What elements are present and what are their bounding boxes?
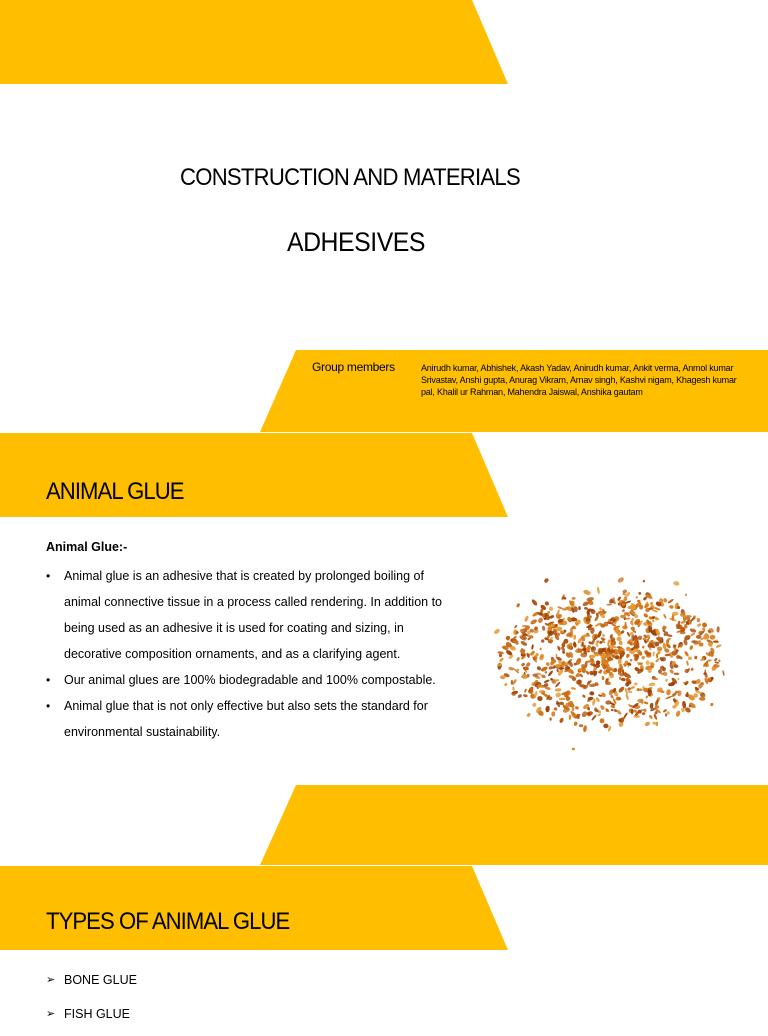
presentation-title: CONSTRUCTION AND MATERIALS	[180, 164, 520, 191]
group-members-names: Anirudh kumar, Abhishek, Akash Yadav, Anirudh kumar, Ankit verma, Anmol kumar Srivastav, Anshi gupta, Anurag Vikram, Arnav singh, Kashvi nigam, Khagesh kumar pal, Khalil ur Rahman, Mahendra Jaiswal, Anshika gautam	[421, 363, 737, 397]
section-subheading: Animal Glue:-	[46, 540, 128, 554]
footer-band-shape	[260, 785, 768, 865]
arrow-bullet-icon: ➢	[46, 1008, 56, 1020]
bullet-icon: •	[46, 673, 51, 687]
list-item: ➢ BONE GLUE	[46, 968, 137, 1002]
slide-title	[0, 0, 768, 432]
group-members-label: Group members	[312, 360, 395, 374]
list-item: • Animal glue that is not only effective but also sets the standard for environmental sustainability.	[46, 693, 451, 745]
list-item: • Animal glue is an adhesive that is created by prolonged boiling of animal connective tissue in a process called rendering. In addition to being used as an adhesive it is used for coating and sizing, in decorative composition ornaments, and as a clarifying agent.	[46, 563, 451, 667]
list-item: ➢ FISH GLUE	[46, 1002, 137, 1036]
slide-heading: TYPES OF ANIMAL GLUE	[46, 908, 290, 935]
top-banner-shape	[0, 0, 508, 84]
glue-types-list	[46, 968, 137, 1036]
bullet-list	[46, 563, 451, 745]
bullet-icon: •	[46, 569, 51, 583]
slide-heading: ANIMAL GLUE	[46, 478, 184, 505]
presentation-subtitle: ADHESIVES	[286, 227, 426, 257]
bullet-icon: •	[46, 699, 51, 713]
list-item: • Our animal glues are 100% biodegradable and 100% compostable.	[46, 667, 451, 693]
arrow-bullet-icon: ➢	[46, 974, 56, 986]
animal-glue-granules-image	[492, 560, 728, 758]
